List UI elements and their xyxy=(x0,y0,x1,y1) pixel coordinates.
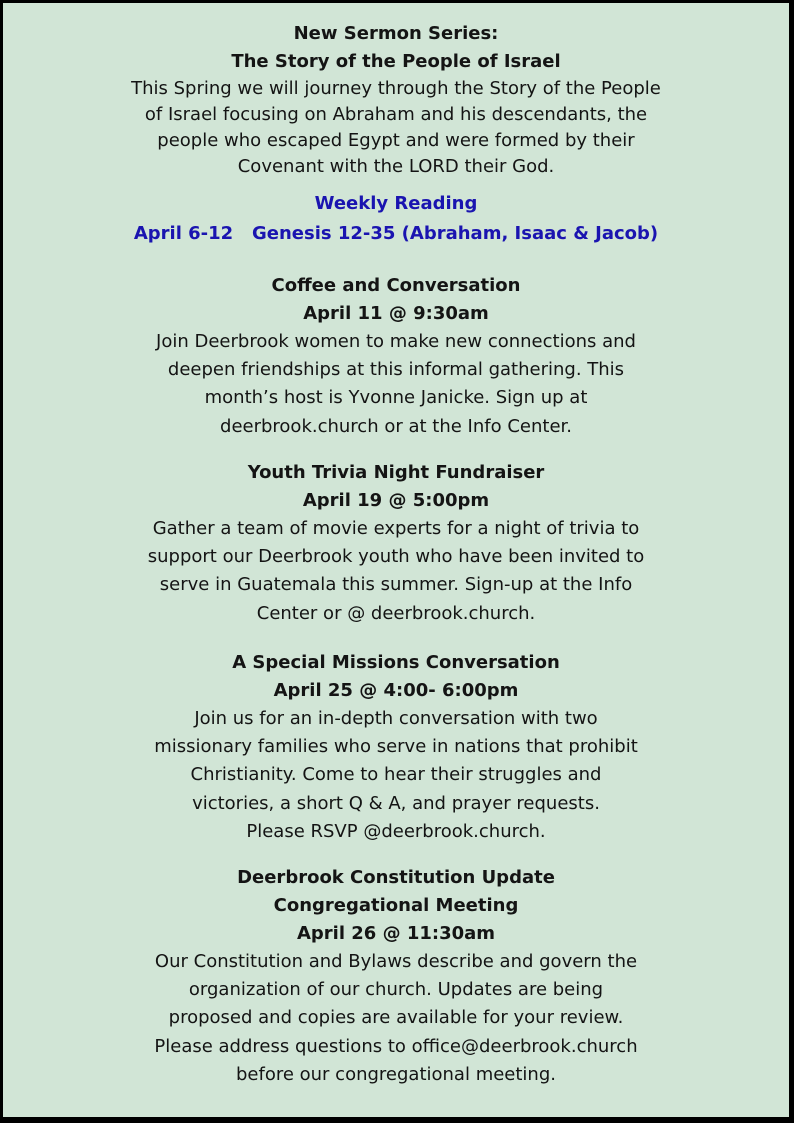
weekly-reading-entry: April 6-12 Genesis 12-35 (Abraham, Isaac & Jacob) xyxy=(133,223,659,244)
event-body-line: victories, a short Q & A, and prayer requests. xyxy=(192,792,600,814)
event-date: April 25 @ 4:00- 6:00pm xyxy=(273,680,519,701)
series-title-line-2: The Story of the People of Israel xyxy=(231,51,561,72)
bulletin-page xyxy=(3,3,789,1117)
event-body-line: deerbrook.church or at the Info Center. xyxy=(220,415,572,437)
event-body-line: deepen friendships at this informal gathering. This xyxy=(167,359,625,381)
series-body-line-1: This Spring we will journey through the Story of the People xyxy=(131,78,661,99)
event-constitution-update xyxy=(3,864,789,1089)
series-body-line-3: people who escaped Egypt and were formed by their xyxy=(157,130,635,151)
event-body-line: proposed and copies are available for your review. xyxy=(168,1007,624,1029)
event-body-line: Our Constitution and Bylaws describe and govern the xyxy=(154,951,638,972)
event-date: April 26 @ 11:30am xyxy=(296,923,496,944)
event-body-line: Center or @ deerbrook.church. xyxy=(256,602,536,624)
event-missions-conversation xyxy=(3,649,789,846)
event-body-line: support our Deerbrook youth who have been invited to xyxy=(147,546,645,568)
event-body-line: month’s host is Yvonne Janicke. Sign up at xyxy=(204,387,588,409)
event-subtitle: Congregational Meeting xyxy=(273,895,519,916)
event-title: Deerbrook Constitution Update xyxy=(237,867,555,888)
event-title: A Special Missions Conversation xyxy=(232,652,560,673)
event-body-line: before our congregational meeting. xyxy=(235,1063,556,1085)
event-body-line: Join Deerbrook women to make new connections and xyxy=(156,331,636,352)
weekly-reading-section xyxy=(3,191,789,251)
weekly-reading-heading: Weekly Reading xyxy=(314,193,478,214)
event-body-line: organization of our church. Updates are being xyxy=(188,979,604,1001)
event-coffee-conversation xyxy=(3,272,789,441)
series-body-line-2: of Israel focusing on Abraham and his descendants, the xyxy=(144,104,648,125)
event-youth-trivia xyxy=(3,459,789,628)
sermon-series-section xyxy=(3,20,789,180)
event-body-line: missionary families who serve in nations that prohibit xyxy=(154,736,638,758)
event-body-line: Join us for an in-depth conversation with two xyxy=(194,708,598,729)
event-title: Coffee and Conversation xyxy=(271,275,521,296)
event-body-line: Please RSVP @deerbrook.church. xyxy=(246,820,546,842)
series-title-line-1: New Sermon Series: xyxy=(293,23,499,44)
event-body-line: serve in Guatemala this summer. Sign-up at the Info xyxy=(159,574,633,596)
series-body-line-4: Covenant with the LORD their God. xyxy=(237,156,555,177)
event-body-line: Christianity. Come to hear their struggles and xyxy=(190,764,602,786)
event-date: April 11 @ 9:30am xyxy=(303,303,489,324)
event-title: Youth Trivia Night Fundraiser xyxy=(247,462,545,483)
event-body-line: Please address questions to office@deerbrook.church xyxy=(154,1035,638,1057)
event-date: April 19 @ 5:00pm xyxy=(302,490,490,511)
event-body-line: Gather a team of movie experts for a night of trivia to xyxy=(152,518,640,539)
